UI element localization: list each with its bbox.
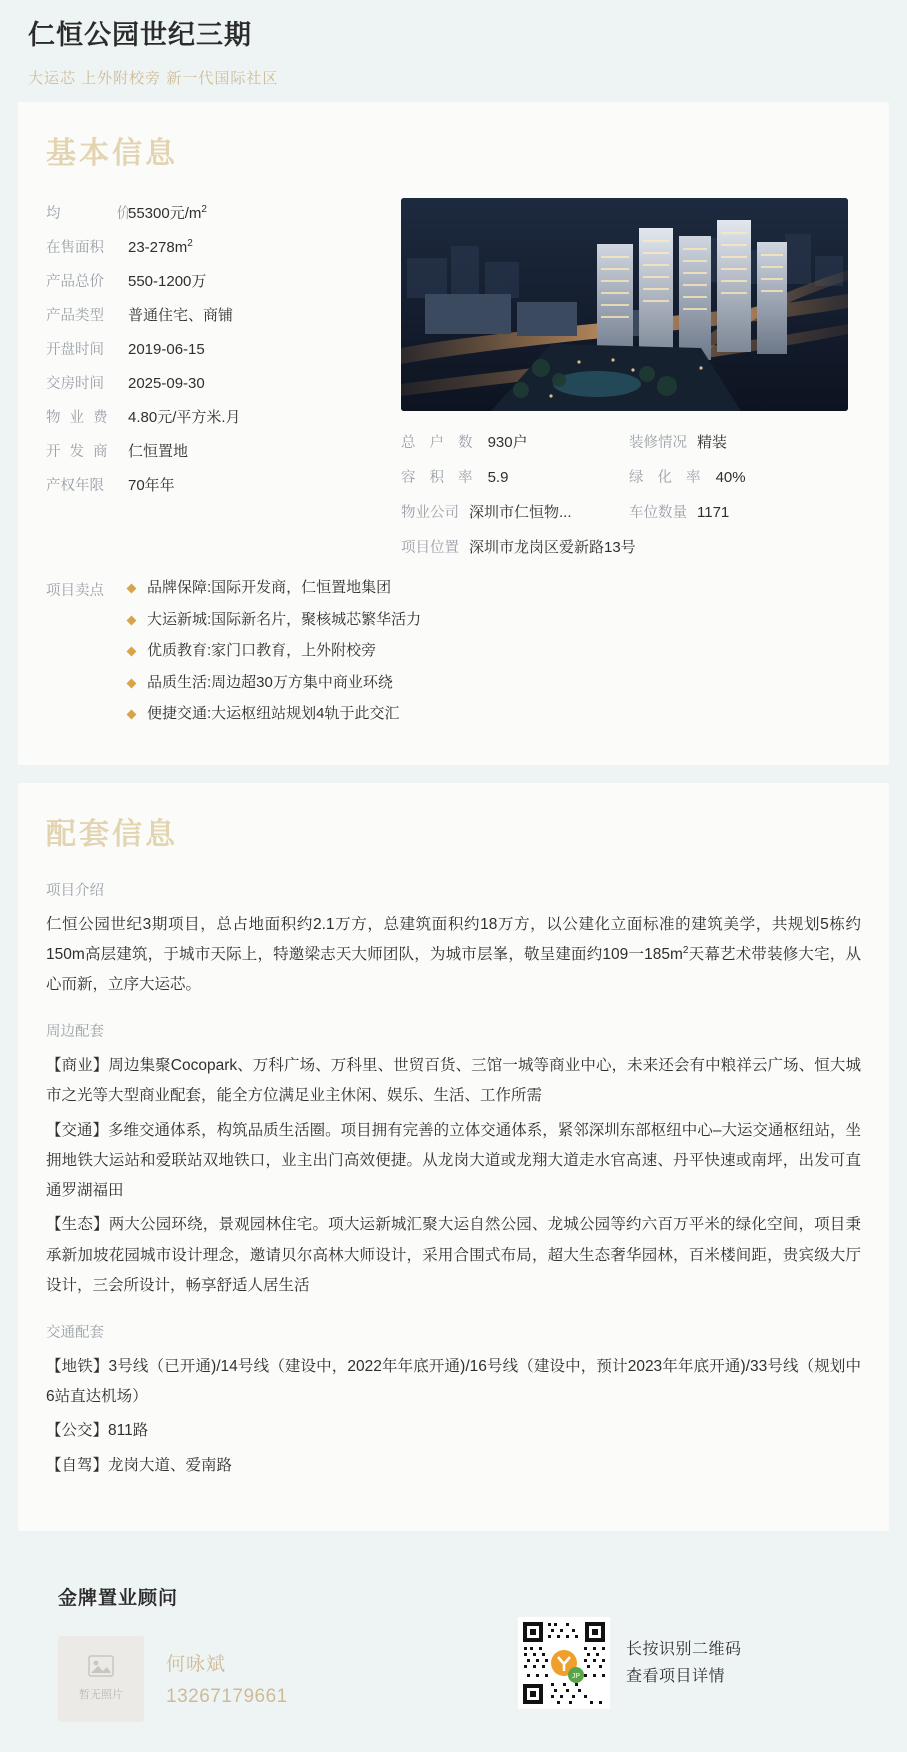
stat-value: 40% xyxy=(715,469,746,487)
selling-points-list xyxy=(128,577,861,735)
project-intro-label: 项目介绍 xyxy=(46,882,104,899)
info-label: 产权年限 xyxy=(46,478,104,495)
basic-info-stats-grid xyxy=(401,431,861,571)
qr-caption xyxy=(626,1636,742,1690)
around-facility-label: 周边配套 xyxy=(46,1024,104,1041)
image-placeholder-icon xyxy=(88,1655,114,1680)
selling-points-label: 项目卖点 xyxy=(46,583,104,600)
page-header xyxy=(0,0,907,102)
page-title: 仁恒公园世纪三期 xyxy=(28,20,252,50)
basic-info-left-list xyxy=(46,198,391,508)
info-label: 产品总价 xyxy=(46,274,104,291)
agent-photo-text: 暂无照片 xyxy=(79,1689,123,1702)
stat-label: 容 积 率 xyxy=(401,470,478,487)
stat-label: 物业公司 xyxy=(401,505,459,522)
agent-block xyxy=(58,1583,478,1722)
stat-label: 总 户 数 xyxy=(401,435,478,452)
qr-caption-line2: 查看项目详情 xyxy=(626,1667,726,1685)
page-subtitle: 大运芯 上外附校旁 新一代国际社区 xyxy=(28,70,279,88)
info-row-handover-date xyxy=(46,372,391,393)
stat-label: 绿 化 率 xyxy=(629,470,706,487)
agent-info xyxy=(166,1649,288,1708)
stat-value: 1171 xyxy=(697,504,730,522)
traffic-bus: 【公交】811路 xyxy=(46,1422,149,1440)
stat-total-households xyxy=(401,431,629,452)
stat-project-location xyxy=(401,536,861,557)
info-value: 普通住宅、商铺 xyxy=(128,307,234,325)
info-row-developer xyxy=(46,440,391,461)
traffic-facility-label: 交通配套 xyxy=(46,1325,104,1341)
info-label: 物 业 费 xyxy=(46,410,111,427)
info-value: 2025-09-30 xyxy=(128,375,205,393)
selling-point-text: 品牌保障:国际开发商，仁恒置地集团 xyxy=(147,579,392,597)
selling-point-text: 优质教育:家门口教育，上外附校旁 xyxy=(147,642,377,660)
diamond-bullet-icon xyxy=(127,647,137,657)
info-row-product-type xyxy=(46,304,391,325)
stat-label: 车位数量 xyxy=(629,505,687,522)
traffic-facility-block xyxy=(46,1321,861,1481)
stat-parking-count xyxy=(629,501,861,522)
info-value: $23-278m^2$ xyxy=(128,238,193,257)
list-item xyxy=(128,672,861,695)
info-value: 4.80元/平方米.月 xyxy=(128,409,241,427)
info-label: 开 发 商 xyxy=(46,444,111,461)
traffic-metro: 【地铁】3号线（已开通)/14号线（建设中，2022年年底开通)/16号线（建设中，预计2023年年底开通)/33号线（规划中6站直达机场） xyxy=(46,1358,861,1406)
qr-code[interactable] xyxy=(518,1617,610,1709)
info-row-property-fee xyxy=(46,406,391,427)
info-row-average-price xyxy=(46,202,391,223)
stat-label: 装修情况 xyxy=(629,435,687,452)
stat-value: 930户 xyxy=(487,434,528,452)
project-render-image xyxy=(401,198,848,411)
basic-info-right xyxy=(391,198,861,571)
selling-point-text: 大运新城:国际新名片，聚核城芯繁华活力 xyxy=(147,610,422,628)
agent-section-title: 金牌置业顾问 xyxy=(58,1587,179,1609)
diamond-bullet-icon xyxy=(127,678,137,688)
selling-point-text: 品质生活:周边超30万方集中商业环绕 xyxy=(147,673,393,691)
around-facility-commerce: 【商业】周边集聚Cocopark、万科广场、万科里、世贸百货、三馆一城等商业中心，未来还会有中粮祥云广场、恒大城市之光等大型商业配套，能全方位满足业主休闲、娱乐、生活、工作所需 xyxy=(46,1057,861,1105)
info-label: 均 价 xyxy=(46,206,140,223)
info-row-ownership-years xyxy=(46,474,391,495)
agent-name: 何咏斌 xyxy=(166,1654,227,1676)
photo-icon-svg xyxy=(88,1655,114,1677)
qr-caption-line1: 长按识别二维码 xyxy=(626,1640,742,1658)
info-label: 开盘时间 xyxy=(46,342,104,359)
facility-section-title: 配套信息 xyxy=(46,817,178,851)
info-value: 550-1200万 xyxy=(128,273,207,291)
list-item xyxy=(128,577,861,600)
selling-points xyxy=(46,577,861,735)
info-value: 70年年 xyxy=(128,477,175,495)
around-facility-ecology: 【生态】两大公园环绕，景观园林住宅。项大运新城汇聚大运自然公园、龙城公园等约六百万平米的绿化空间，项目秉承新加坡花园城市设计理念，邀请贝尔高林大师设计，采用合围式布局，超大生态奢华园林，百米楼间距，贵宾级大厅设计，三会所设计，畅享舒适人居生活 xyxy=(46,1216,861,1294)
around-facility-transport: 【交通】多维交通体系，构筑品质生活圈。项目拥有完善的立体交通体系，紧邻深圳东部枢纽中心–大运交通枢纽站，坐拥地铁大运站和爱联站双地铁口，业主出门高效便捷。从龙岗大道或龙翔大道走水官高速、丹平快速或南坪，出发可直通罗湖福田 xyxy=(46,1121,861,1200)
info-value: 55300元$/m^2$ xyxy=(128,204,207,223)
stat-plot-ratio xyxy=(401,466,629,487)
info-row-total-price xyxy=(46,270,391,291)
project-render-illustration xyxy=(401,198,848,411)
selling-point-text: 便捷交通:大运枢纽站规划4轨于此交汇 xyxy=(147,705,400,723)
basic-info-top xyxy=(46,198,861,571)
qr-code-svg[interactable] xyxy=(518,1617,610,1709)
stat-decoration xyxy=(629,431,861,452)
info-row-area-on-sale xyxy=(46,236,391,257)
agent-phone[interactable]: 13267179661 xyxy=(166,1686,288,1708)
diamond-bullet-icon xyxy=(127,710,137,720)
basic-info-card xyxy=(18,102,889,765)
list-item xyxy=(128,703,861,726)
list-item xyxy=(128,640,861,663)
list-item xyxy=(128,609,861,632)
facility-info-card xyxy=(18,783,889,1531)
traffic-driving: 【自驾】龙岗大道、爱南路 xyxy=(46,1456,233,1474)
info-label: 交房时间 xyxy=(46,376,104,393)
stat-value: 深圳市仁恒物... xyxy=(469,504,572,522)
around-facility-block xyxy=(46,1020,861,1301)
info-row-opening-date xyxy=(46,338,391,359)
info-value: 2019-06-15 xyxy=(128,341,205,359)
info-value: 仁恒置地 xyxy=(128,443,189,461)
project-intro-text: 仁恒公园世纪3期项目，总占地面积约2.1万方，总建筑面积约18万方，以公建化立面标准的建筑美学，共规划5栋约150m高层建筑，于城市天际上，特邀梁志天大师团队，为城市层峯，敬呈建面约109一$185m^2$天幕艺术带装修大宅，从心而新，立序大运芯。 xyxy=(46,915,861,994)
agent-footer xyxy=(18,1549,889,1752)
diamond-bullet-icon xyxy=(127,615,137,625)
agent-photo-placeholder xyxy=(58,1636,144,1722)
stat-label: 项目位置 xyxy=(401,540,459,557)
info-label: 产品类型 xyxy=(46,308,104,325)
agent-card xyxy=(58,1636,478,1722)
basic-info-section-title: 基本信息 xyxy=(46,137,178,171)
stat-green-ratio xyxy=(629,466,861,487)
project-intro-block xyxy=(46,879,861,1001)
stat-value: 5.9 xyxy=(487,469,509,487)
stat-value: 精装 xyxy=(697,434,728,452)
stat-property-company xyxy=(401,501,629,522)
info-label: 在售面积 xyxy=(46,240,104,257)
qr-block xyxy=(518,1583,742,1709)
svg-text:JP: JP xyxy=(571,1672,581,1680)
diamond-bullet-icon xyxy=(127,584,137,594)
stat-value: 深圳市龙岗区爱新路13号 xyxy=(469,539,636,557)
